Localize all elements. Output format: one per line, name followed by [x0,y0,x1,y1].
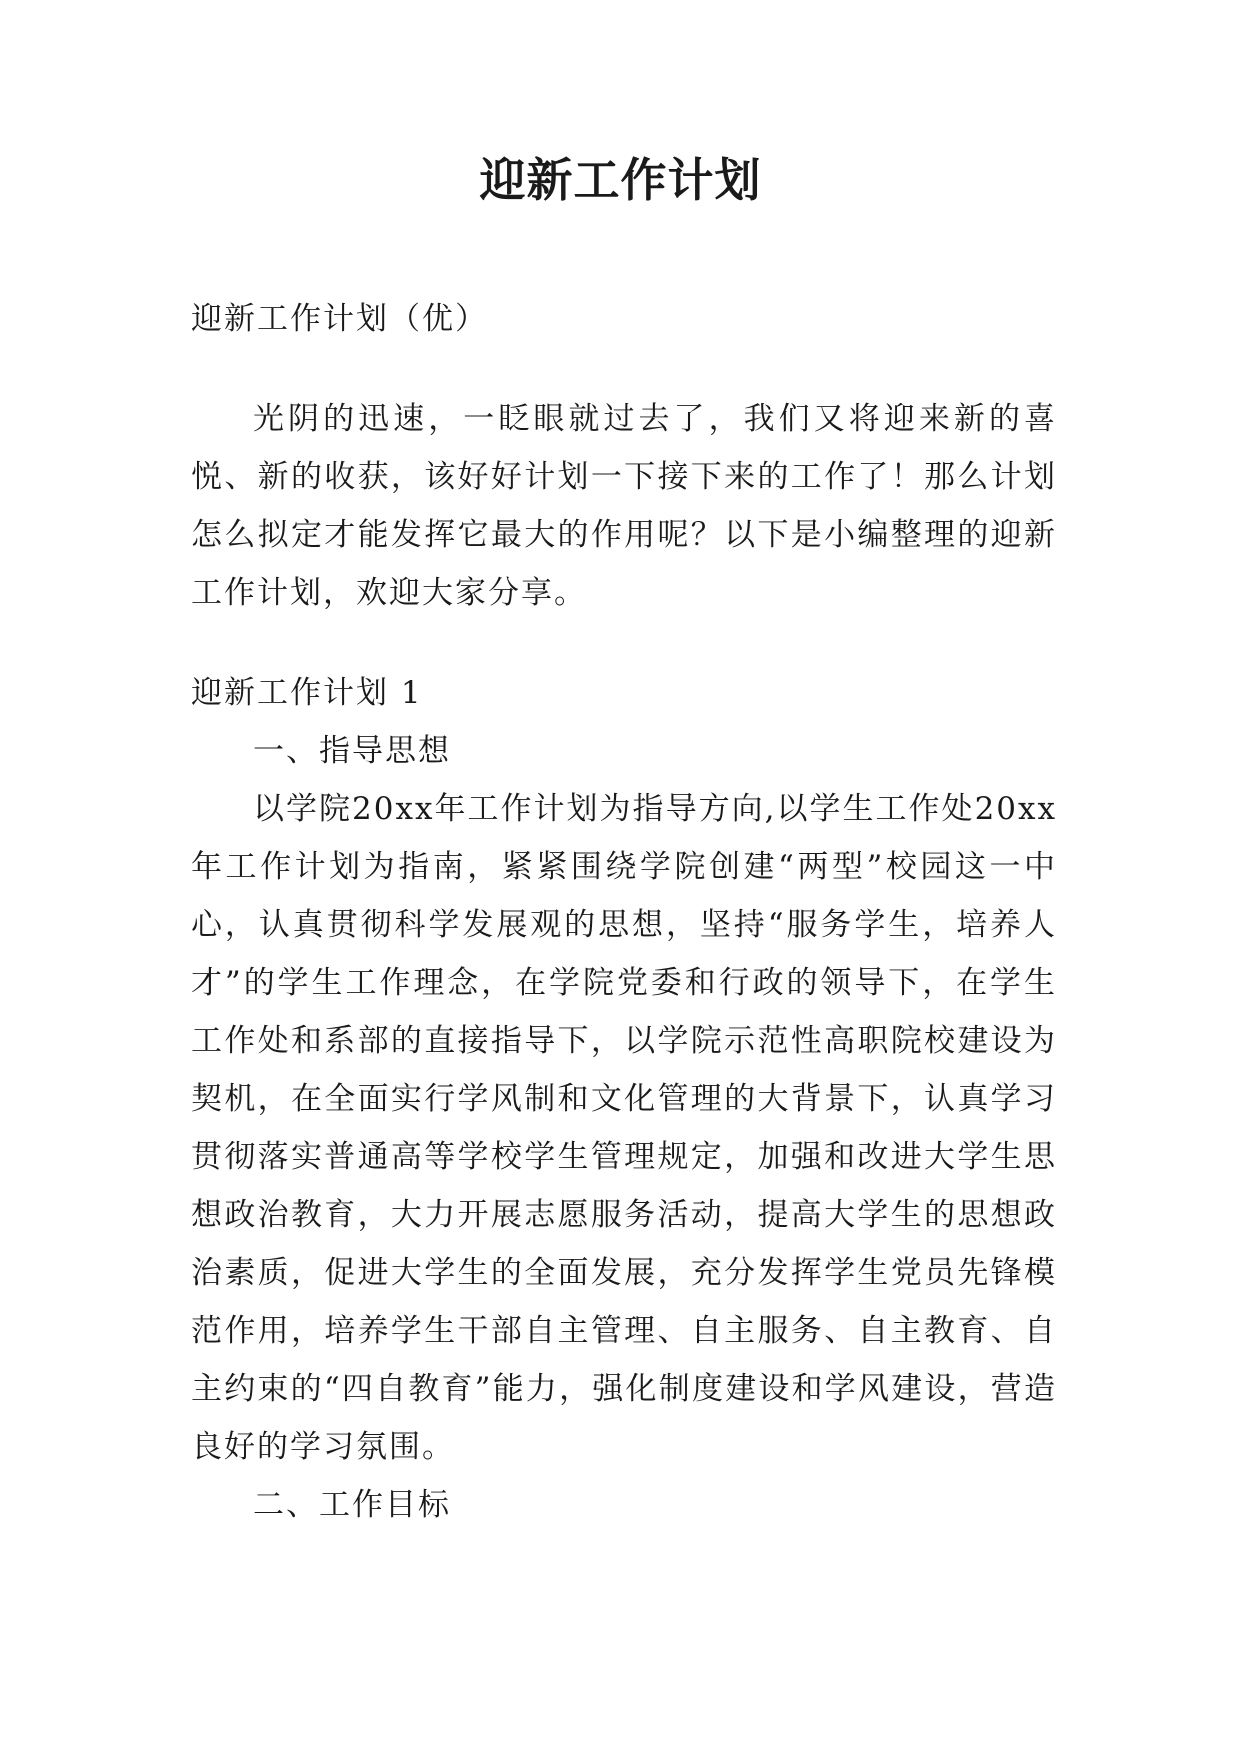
section-title: 迎新工作计划 1 [191,675,423,711]
document-subtitle: 迎新工作计划（优） [191,301,488,337]
intro-paragraph: 光阴的迅速，一眨眼就过去了，我们又将迎来新的喜悦、新的收获，该好好计划一下接下来的工作了！那么计划怎么拟定才能发挥它最大的作用呢？以下是小编整理的迎新工作计划，欢迎大家分享。 [191,401,1057,611]
document-title: 迎新工作计划 [479,153,762,207]
heading-guiding-ideology: 一、指导思想 [253,733,451,769]
document-body [191,290,1057,1534]
guiding-ideology-paragraph: 以学院20xx年工作计划为指导方向,以学生工作处20xx年工作计划为指南，紧紧围绕学院创建“两型”校园这一中心，认真贯彻科学发展观的思想，坚持“服务学生，培养人才”的学生工作理念，在学院党委和行政的领导下，在学生工作处和系部的直接指导下，以学院示范性高职院校建设为契机，在全面实行学风制和文化管理的大背景下，认真学习贯彻落实普通高等学校学生管理规定，加强和改进大学生思想政治教育，大力开展志愿服务活动，提高大学生的思想政治素质，促进大学生的全面发展，充分发挥学生党员先锋模范作用，培养学生干部自主管理、自主服务、自主教育、自主约束的“四自教育”能力，强化制度建设和学风建设，营造良好的学习氛围。 [191,791,1057,1465]
heading-work-goals: 二、工作目标 [253,1487,451,1523]
